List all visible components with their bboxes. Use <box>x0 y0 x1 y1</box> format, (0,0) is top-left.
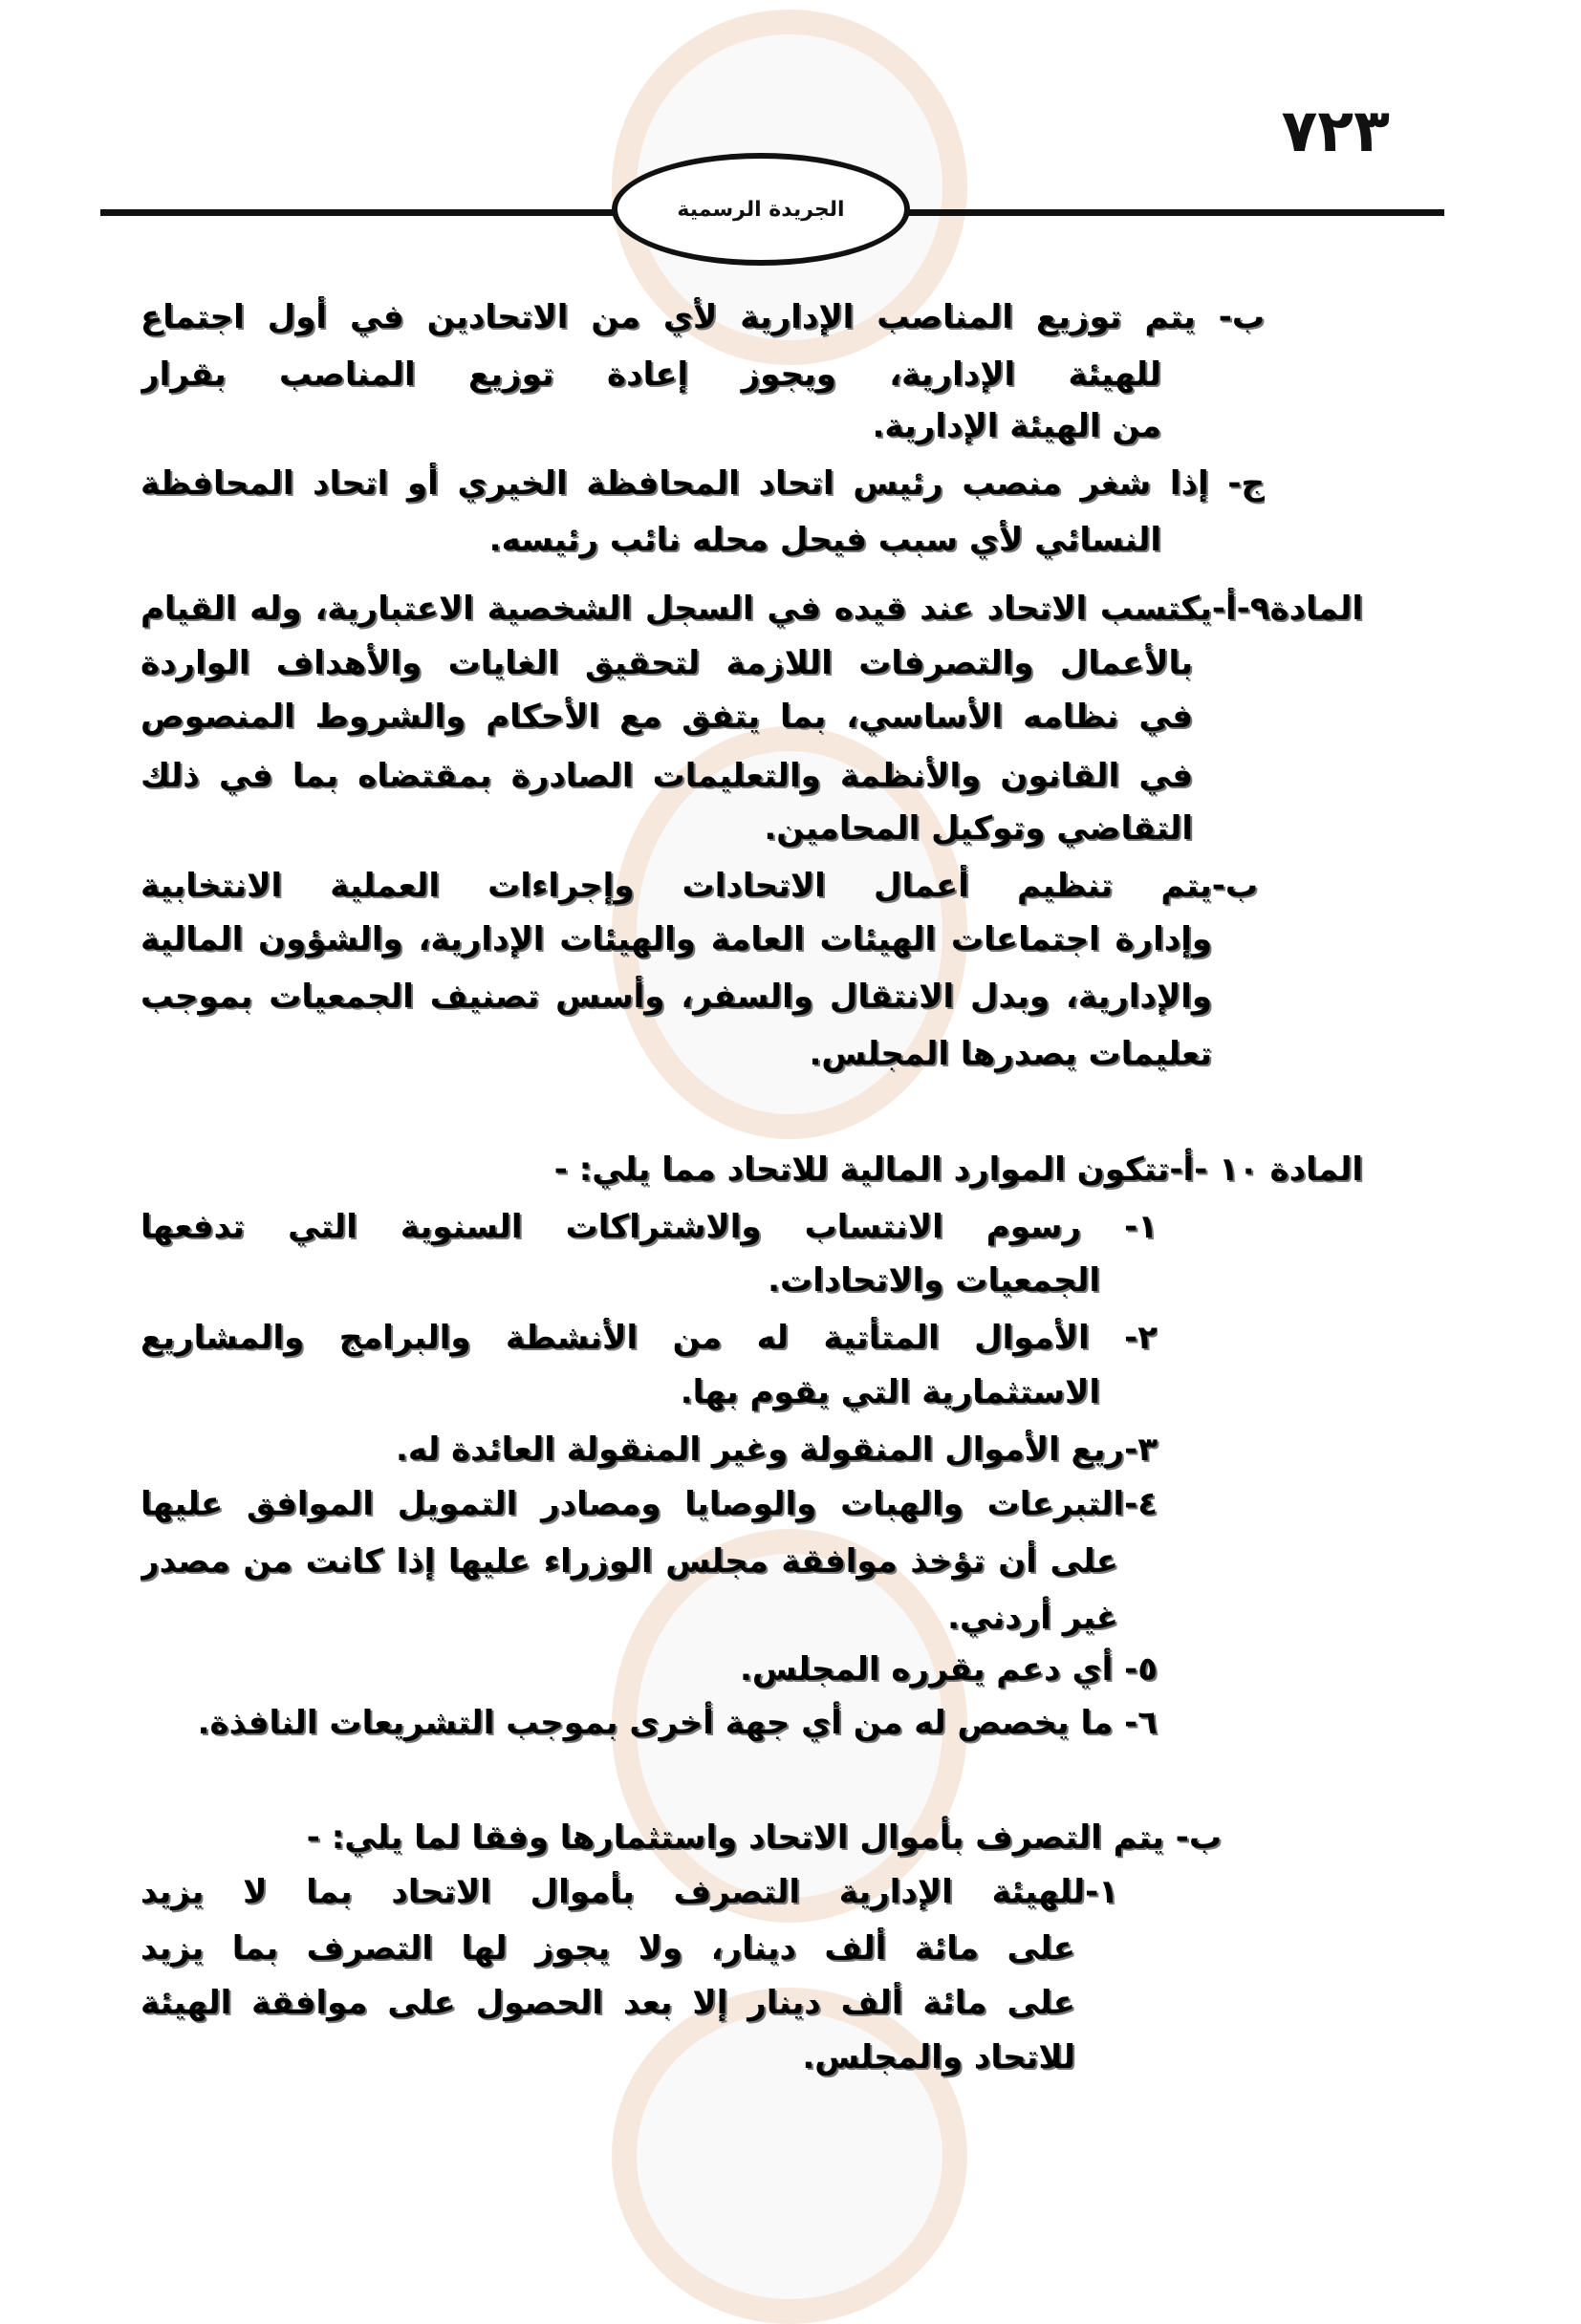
text-line: للهيئة الإدارية، ويجوز إعادة توزيع المناصب بقرار <box>141 355 1161 394</box>
text-line: تعليمات يصدرها المجلس. <box>809 1035 1212 1073</box>
text-line: من الهيئة الإدارية. <box>872 407 1161 445</box>
text-line: النسائي لأي سبب فيحل محله نائب رئيسه. <box>488 521 1161 559</box>
text-line: على أن تؤخذ موافقة مجلس الوزراء عليها إذا كانت من مصدر <box>141 1542 1118 1581</box>
text-line: بالأعمال والتصرفات اللازمة لتحقيق الغايات والأهداف الواردة <box>141 644 1193 682</box>
text-line: الجمعيات والاتحادات. <box>768 1261 1100 1300</box>
page-number: ٧٢٣ <box>1281 96 1390 165</box>
gazette-title-oval <box>612 153 910 266</box>
text-line: والإدارية، وبدل الانتقال والسفر، وأسس تصنيف الجمعيات بموجب <box>141 978 1212 1016</box>
text-line: المادة٩-أ-يكتسب الاتحاد عند قيده في السجل الشخصية الاعتبارية، وله القيام <box>141 590 1363 628</box>
text-line: الاستثمارية التي يقوم بها. <box>680 1373 1100 1411</box>
text-line: ب- يتم التصرف بأموال الاتحاد واستثمارها وفقا لما يلي: - <box>306 1818 1222 1857</box>
text-line: ٢- الأموال المتأتية له من الأنشطة والبرامج والمشاريع <box>141 1319 1158 1357</box>
text-line: وإدارة اجتماعات الهيئات العامة والهيئات الإدارية، والشؤون المالية <box>141 920 1212 958</box>
text-line: على مائة ألف دينار، ولا يجوز لها التصرف بما يزيد <box>141 1929 1075 1968</box>
text-line: التقاضي وتوكيل المحامين. <box>764 809 1193 848</box>
text-line: ب-يتم تنظيم أعمال الاتحادات وإجراءات العملية الانتخابية <box>141 867 1258 905</box>
text-line: في القانون والأنظمة والتعليمات الصادرة بمقتضاه بما في ذلك <box>141 757 1193 795</box>
text-line: المادة ١٠ -أ-تتكون الموارد المالية للاتحاد مما يلي: - <box>553 1151 1363 1189</box>
text-line: ٥- أي دعم يقرره المجلس. <box>740 1650 1158 1689</box>
gazette-title: الجريدة الرسمية <box>677 197 845 222</box>
text-line: على مائة ألف دينار إلا بعد الحصول على موافقة الهيئة <box>141 1984 1075 2022</box>
text-line: ١- رسوم الانتساب والاشتراكات السنوية التي تدفعها <box>141 1208 1158 1246</box>
text-line: للاتحاد والمجلس. <box>802 2038 1075 2077</box>
text-line: غير أردني. <box>947 1599 1118 1637</box>
text-line: ج- إذا شغر منصب رئيس اتحاد المحافظة الخيري أو اتحاد المحافظة <box>141 464 1265 503</box>
text-line: ٦- ما يخصص له من أي جهة أخرى بموجب التشريعات النافذة. <box>197 1704 1158 1742</box>
text-line: في نظامه الأساسي، بما يتفق مع الأحكام والشروط المنصوص <box>141 698 1193 736</box>
text-line: ٣-ريع الأموال المنقولة وغير المنقولة العائدة له. <box>395 1431 1158 1469</box>
text-line: ٤-التبرعات والهبات والوصايا ومصادر التمويل الموافق عليها <box>141 1485 1158 1523</box>
text-line: ب- يتم توزيع المناصب الإدارية لأي من الاتحادين في أول اجتماع <box>141 298 1265 336</box>
text-line: ١-للهيئة الإدارية التصرف بأموال الاتحاد بما لا يزيد <box>141 1873 1118 1911</box>
